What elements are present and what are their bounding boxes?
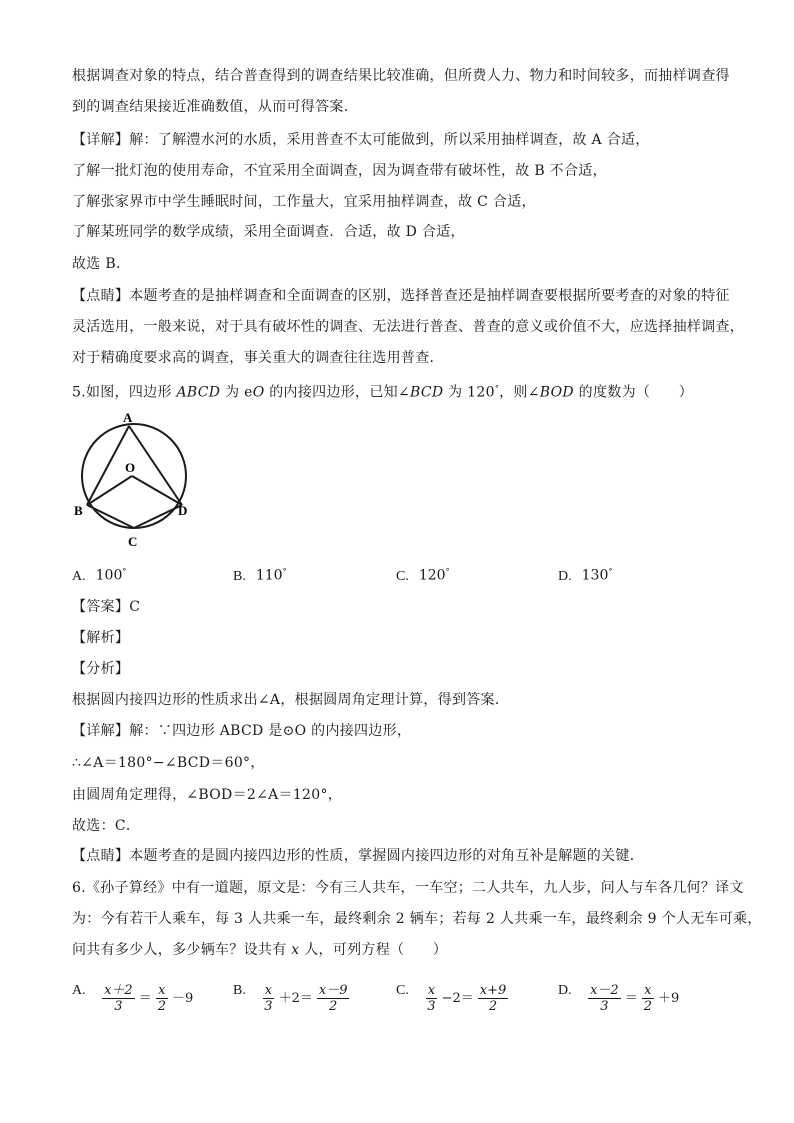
math-var: ABCD — [176, 384, 221, 401]
text-line: 根据圆内接四边形的性质求出∠A，根据圆周角定理计算，得到答案． — [72, 692, 510, 708]
degree-sign: ° — [282, 567, 287, 576]
text-line: 故选 B． — [72, 256, 131, 272]
option-a[interactable] — [72, 562, 126, 587]
option-label: D. — [558, 983, 572, 998]
text-line: 故选：C． — [72, 818, 141, 834]
numerator: x+9 — [479, 983, 507, 998]
text-line — [72, 846, 644, 866]
option-d[interactable] — [558, 562, 612, 587]
text-line: 了解某班同学的数学成绩，采用全面调查．合适，故 D 合适， — [72, 224, 465, 240]
equation — [100, 983, 195, 1014]
denominator: 3 — [427, 999, 436, 1014]
answer-line — [72, 597, 140, 617]
fenxi-tag: 【分析】 — [72, 661, 130, 677]
text-span: 本题考查的是抽样调查和全面调查的区别，选择普查还是抽样调查要根据所要考查的对象的特征 — [129, 288, 730, 304]
equation-tail: ＋9 — [657, 990, 680, 1006]
segment-od — [132, 476, 182, 505]
equals-sign: ＝ — [624, 990, 638, 1006]
text-line — [72, 940, 447, 960]
option-d[interactable] — [558, 980, 681, 1014]
math-var: BCD — [409, 384, 444, 401]
option-label: B. — [233, 568, 246, 584]
analysis-tag: 【解析】 — [72, 630, 130, 646]
label-d: D — [178, 503, 188, 518]
text-span: 的内接四边形，已知∠ — [264, 384, 410, 401]
text-span: 人，可列方程（ ） — [299, 942, 448, 958]
denominator: 3 — [600, 999, 609, 1014]
denominator: 3 — [114, 999, 123, 1014]
text-line: 对于精确度要求高的调查，事关重大的调查往往选用普查． — [72, 350, 444, 366]
numerator: x－9 — [318, 983, 348, 998]
section-tag: 【详解】 — [72, 723, 130, 739]
option-c[interactable] — [396, 980, 510, 1014]
text-line: ∴∠A＝180°−∠BCD＝60°， — [72, 755, 265, 771]
numerator: x＋2 — [104, 983, 133, 998]
equation-tail: －9 — [171, 990, 194, 1006]
denominator: 2 — [643, 999, 652, 1014]
equation-middle: ＋2＝ — [278, 990, 313, 1006]
segment-ab — [87, 426, 129, 505]
section-tag: 【详解】 — [72, 132, 130, 148]
question-5-stem — [72, 379, 693, 403]
equals-sign: ＝ — [138, 990, 152, 1006]
text-line: 到的调查结果接近准确数值，从而可得答案． — [72, 99, 358, 115]
option-value: 120 — [418, 567, 446, 584]
fraction — [317, 983, 350, 1014]
segment-cd — [134, 505, 182, 528]
numerator: x－2 — [590, 983, 619, 998]
text-line: 灵活选用，一般来说，对于具有破坏性的调查、无法进行普查、普查的意义或价值不大，应选择抽样调查， — [72, 319, 745, 335]
degree-sign: ° — [608, 567, 613, 576]
math-var: BOD — [539, 384, 574, 401]
text-line: 根据调查对象的特点，结合普查得到的调查结果比较准确，但所费人力、物力和时间较多，而抽样调查得 — [72, 68, 730, 84]
denominator: 2 — [488, 999, 498, 1014]
numerator: x — [427, 983, 436, 998]
option-label: C. — [396, 983, 409, 998]
numerator: x — [644, 983, 652, 998]
text-line: 为：今有若干人乘车，每 3 人共乘一车，最终剩余 2 辆车；若每 2 人共乘一车，最终剩余 9 个人无车可乘， — [72, 911, 762, 927]
text-span: 为 120 — [443, 384, 495, 401]
option-a[interactable] — [72, 980, 195, 1014]
segment-bc — [87, 505, 134, 528]
equation — [423, 983, 510, 1014]
option-value: 130 — [581, 567, 609, 584]
text-span: 为 — [220, 384, 245, 401]
circle-quadrilateral-figure — [72, 408, 202, 548]
fraction — [478, 983, 509, 1014]
question-6-stem: 6.《孙子算经》中有一道题，原文是：今有三人共车，一车空；二人共车，九人步，问人与车各几何？译文 — [72, 880, 744, 896]
degree-sign: ° — [494, 384, 500, 393]
fraction — [262, 983, 274, 1014]
option-value: 110 — [255, 567, 283, 584]
fraction — [102, 983, 135, 1014]
math-var: x — [291, 942, 300, 958]
fraction — [425, 983, 437, 1014]
option-label: A. — [72, 983, 86, 998]
option-c[interactable] — [396, 562, 450, 587]
numerator: x — [264, 983, 273, 998]
text-line — [72, 130, 650, 150]
equation-middle: −2＝ — [441, 990, 474, 1006]
denominator: 3 — [264, 999, 273, 1014]
text-line — [72, 721, 411, 741]
text-span: 问共有多少人，多少辆车？设共有 — [72, 942, 292, 958]
section-tag: 【点睛】 — [72, 848, 130, 864]
option-label: D. — [558, 568, 572, 584]
option-label: C. — [396, 568, 409, 584]
math-var: O — [252, 384, 265, 401]
answer-value: C — [129, 599, 141, 615]
text-span: 解：∵四边形 ABCD 是⊙O 的内接四边形， — [129, 723, 412, 739]
text-line: 了解张家界市中学生睡眠时间，工作量大，宜采用抽样调查，故 C 合适， — [72, 194, 536, 210]
option-b[interactable] — [233, 562, 287, 587]
equation — [260, 983, 351, 1014]
option-b[interactable] — [233, 980, 351, 1014]
section-tag: 【点睛】 — [72, 288, 130, 304]
label-a: A — [123, 410, 133, 425]
label-b: B — [74, 503, 83, 518]
label-o: O — [125, 460, 136, 475]
text-span: 的度数为（ ） — [573, 384, 694, 401]
numerator: x — [158, 983, 166, 998]
text-span: 5.如图，四边形 — [72, 384, 177, 401]
segment-ad — [129, 426, 182, 505]
degree-sign: ° — [445, 567, 450, 576]
text-span: 本题考查的是圆内接四边形的性质，掌握圆内接四边形的对角互补是解题的关键． — [129, 848, 645, 864]
text-span: ，则∠ — [499, 384, 540, 401]
fraction — [156, 983, 168, 1014]
section-tag: 【答案】 — [72, 599, 130, 615]
circle-symbol: e — [244, 384, 253, 401]
label-c: C — [128, 534, 138, 548]
circle-o — [82, 424, 186, 528]
degree-sign: ° — [122, 567, 127, 576]
text-line — [72, 286, 730, 306]
option-label: B. — [233, 983, 246, 998]
text-line: 了解一批灯泡的使用寿命，不宜采用全面调查，因为调查带有破坏性，故 B 不合适， — [72, 163, 607, 179]
fraction — [588, 983, 621, 1014]
fraction — [642, 983, 654, 1014]
option-value: 100 — [95, 567, 123, 584]
denominator: 2 — [329, 999, 338, 1014]
option-label: A. — [72, 568, 86, 584]
denominator: 2 — [157, 999, 166, 1014]
text-span: 解：了解澧水河的水质，采用普查不太可能做到，所以采用抽样调查，故 A 合适， — [129, 132, 650, 148]
equation — [586, 983, 681, 1014]
text-line: 由圆周角定理得，∠BOD＝2∠A＝120°， — [72, 787, 343, 803]
